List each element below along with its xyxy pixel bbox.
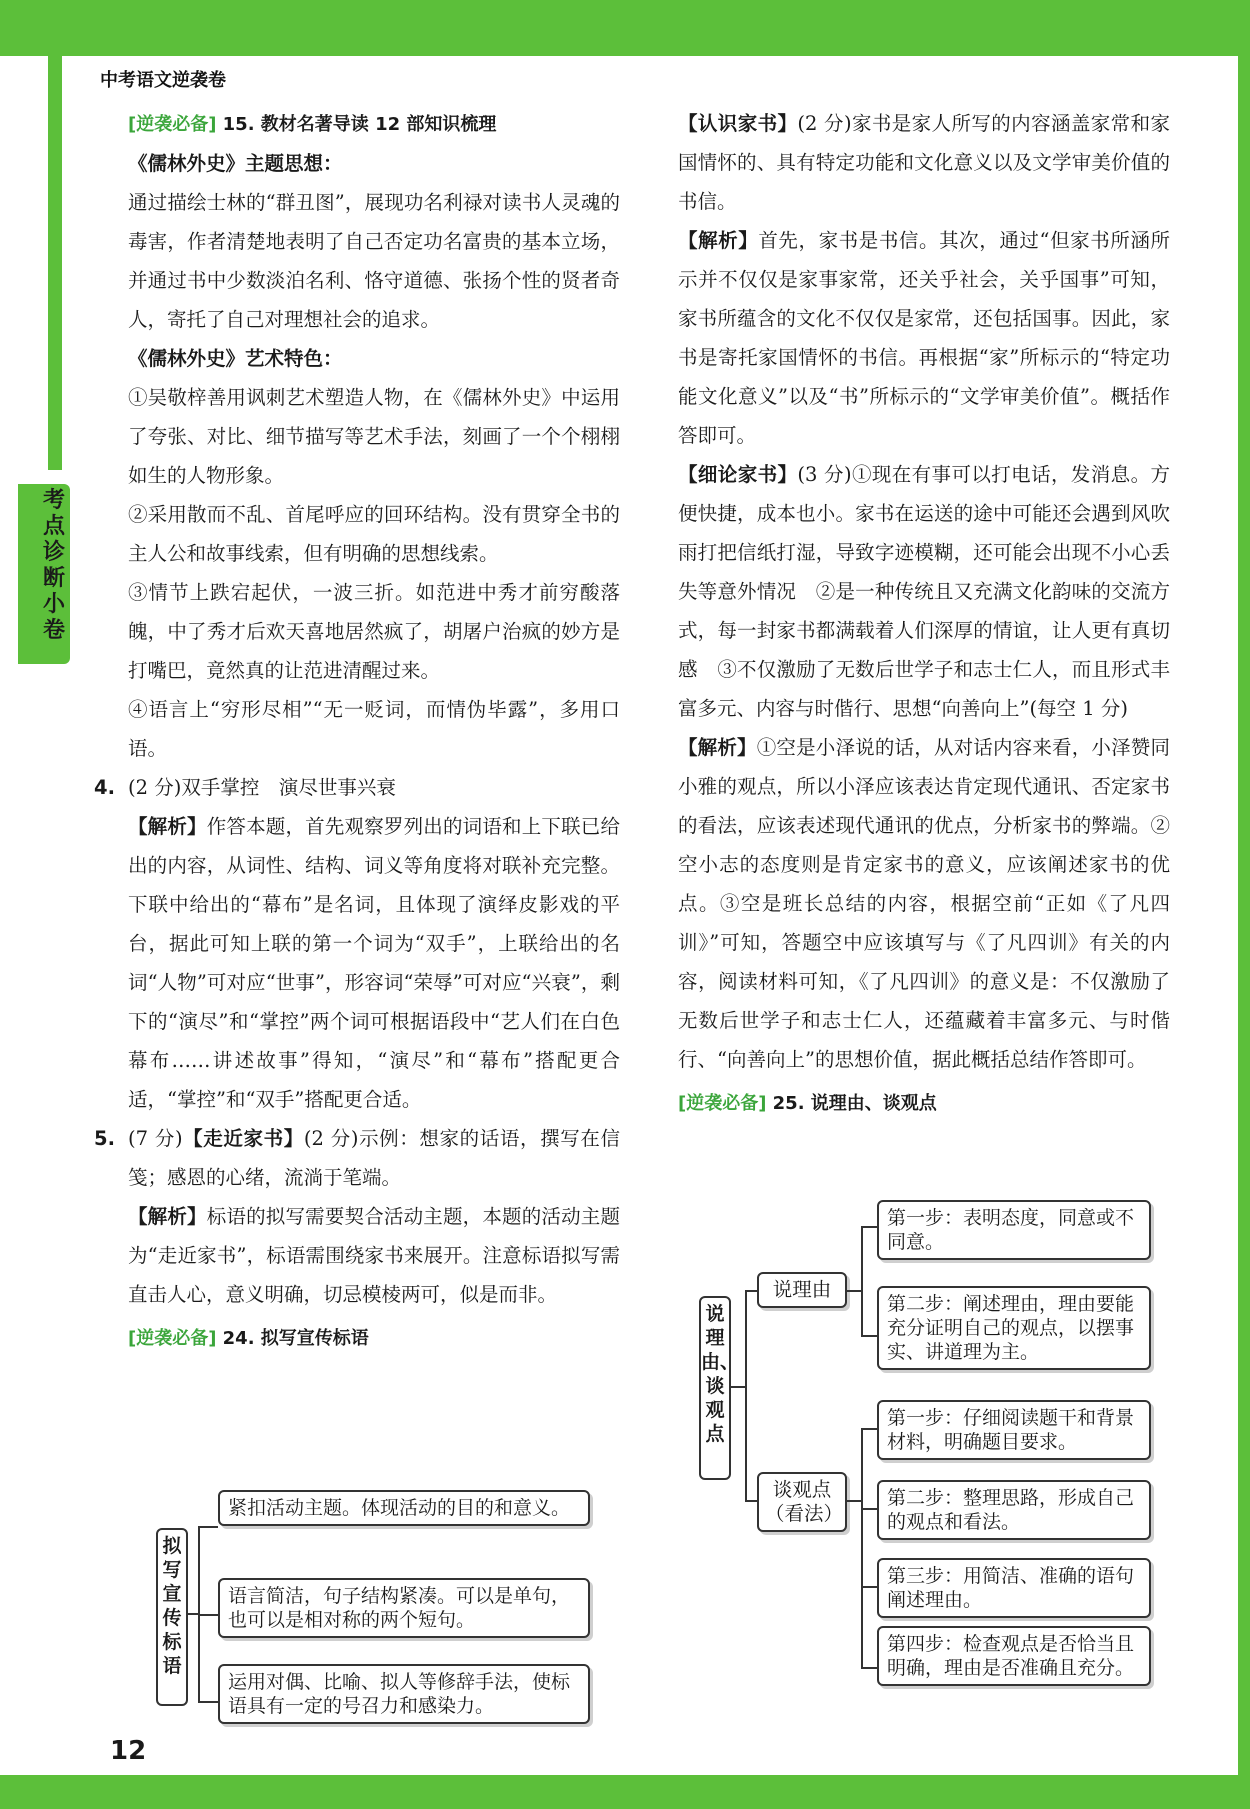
block-24-tag: [逆袭必备]: [128, 1328, 217, 1349]
block-25-heading: [678, 1083, 1170, 1123]
right-green-band: [1238, 0, 1250, 1809]
question-4-analysis-text: 作答本题，首先观察罗列出的词语和上下联已给出的内容，从词性、结构、词义等角度将对联补充完整。下联中给出的“幕布”是名词，且体现了演绎皮影戏的平台，据此可知上联的第一个词为“双手”，上联给出的名词“人物”可对应“世事”，形容词“荣辱”可对应“兴衰”，剩下的“演尽”和“掌控”两个词可根据语段中“艺人们在白色幕布……讲述故事”得知，“演尽”和“幕布”搭配更合适，“掌控”和“双手”搭配更合适。: [128, 815, 620, 1111]
question-4-answer-text: (2 分)双手掌控 演尽世事兴衰: [128, 776, 396, 799]
theme-text: 通过描绘士林的“群丑图”，展现功名利禄对读书人灵魂的毒害，作者清楚地表明了自己否定功名富贵的基本立场，并通过书中少数淡泊名利、恪守道德、张扬个性的贤者奇人，寄托了自己对理想社会的追求。: [128, 191, 620, 331]
know-analysis: [678, 221, 1170, 455]
connector: [861, 1667, 877, 1669]
block-24-title: 24. 拟写宣传标语: [222, 1328, 369, 1349]
detail-analysis-label: 【解析】: [678, 736, 757, 759]
detail-analysis-text: ①空是小泽说的话，从对话内容来看，小泽赞同小雅的观点，所以小泽应该表达肯定现代通讯、否定家书的看法，应该表述现代通讯的优点，分析家书的弊端。②空小志的态度则是肯定家书的意义，应该阐述家书的优点。③空是班长总结的内容，根据空前“正如《了凡四训》”可知，答题空中应该填写与《了凡四训》有关的内容，阅读材料可知，《了凡四训》的意义是：不仅激励了无数后世学子和志士仁人，还蕴藏着丰富多元、与时偕行、“向善向上”的思想价值，据此概括总结作答即可。: [678, 736, 1170, 1071]
connector: [861, 1586, 877, 1588]
slogan-item-3: 运用对偶、比喻、拟人等修辞手法，使标语具有一定的号召力和感染力。: [218, 1664, 590, 1724]
connector: [729, 1386, 745, 1388]
reason-step-2: 第二步：阐述理由，理由要能充分证明自己的观点，以摆事实、讲道理为主。: [877, 1286, 1151, 1370]
reason-step-1: 第一步：表明态度，同意或不同意。: [877, 1200, 1151, 1260]
block-15-title: 15. 教材名著导读 12 部知识梳理: [222, 114, 497, 135]
connector: [847, 1500, 861, 1502]
block-24-heading: [128, 1318, 620, 1358]
connector: [861, 1226, 877, 1228]
theme-heading: 《儒林外史》主题思想：: [128, 152, 343, 175]
art-point-1: ①吴敬梓善用讽刺艺术塑造人物，在《儒林外史》中运用了夸张、对比、细节描写等艺术手法，刻画了一个个栩栩如生的人物形象。: [128, 386, 620, 487]
question-5-analysis: [128, 1197, 620, 1314]
slogan-root: 拟写宣传标语: [156, 1528, 188, 1706]
know-answer-text: (2 分)家书是家人所写的内容涵盖家常和家国情怀的、具有特定功能和文化意义以及文学审美价值的书信。: [678, 112, 1170, 213]
view-step-4: 第四步：检查观点是否恰当且明确，理由是否准确且充分。: [877, 1626, 1151, 1686]
book-title: 中考语文逆袭卷: [100, 70, 226, 91]
question-5-answer: [94, 1119, 620, 1197]
question-5-analysis-text: 标语的拟写需要契合活动主题，本题的活动主题为“走近家书”，标语需围绕家书来展开。注意标语拟写需直击人心，意义明确，切忌模棱两可，似是而非。: [128, 1205, 620, 1306]
side-tab-label: 考点诊断小卷: [42, 488, 65, 643]
connector: [198, 1526, 218, 1528]
view-step-3: 第三步：用简洁、准确的语句阐述理由。: [877, 1558, 1151, 1618]
block-25-title: 25. 说理由、谈观点: [772, 1093, 937, 1114]
slogan-item-1: 紧扣活动主题。体现活动的目的和意义。: [218, 1490, 590, 1526]
branch-reason: 说理由: [757, 1272, 847, 1308]
connector: [745, 1500, 757, 1502]
block-15-heading: [128, 104, 620, 144]
detail-analysis: [678, 728, 1170, 1079]
reason-view-root: 说理由、谈观点: [699, 1296, 731, 1480]
question-4-analysis-label: 【解析】: [128, 815, 207, 838]
connector: [861, 1226, 863, 1336]
slogan-mind-map: [150, 1490, 630, 1728]
connector: [186, 1613, 198, 1615]
question-5-label: 【走近家书】: [182, 1127, 304, 1150]
connector: [861, 1508, 877, 1510]
left-column: [94, 104, 620, 1358]
question-5-number: 5.: [94, 1127, 115, 1150]
reason-view-mind-map: [697, 1200, 1157, 1712]
detail-answer: [678, 455, 1170, 728]
slogan-item-2: 语言简洁，句子结构紧凑。可以是单句，也可以是相对称的两个短句。: [218, 1578, 590, 1638]
connector: [745, 1290, 757, 1292]
detail-label: 【细论家书】: [678, 463, 798, 486]
block-15-tag: [逆袭必备]: [128, 114, 217, 135]
connector: [847, 1290, 861, 1292]
question-5-analysis-label: 【解析】: [128, 1205, 207, 1228]
top-green-band: [0, 0, 1250, 56]
page-number: 12: [110, 1736, 147, 1766]
connector: [745, 1290, 747, 1500]
block-25-tag: [逆袭必备]: [678, 1093, 767, 1114]
left-green-strip: [48, 0, 62, 470]
art-point-3: ③情节上跌宕起伏，一波三折。如范进中秀才前穷酸落魄，中了秀才后欢天喜地居然疯了，胡屠户治疯的妙方是打嘴巴，竟然真的让范进清醒过来。: [128, 581, 620, 682]
know-label: 【认识家书】: [678, 112, 798, 135]
question-4-number: 4.: [94, 776, 115, 799]
right-column: [678, 104, 1170, 1123]
know-analysis-label: 【解析】: [678, 229, 759, 252]
art-heading: 《儒林外史》艺术特色：: [128, 347, 343, 370]
connector: [861, 1335, 877, 1337]
question-4-answer: [94, 768, 620, 807]
connector: [861, 1428, 877, 1430]
question-5-answer-text: (2 分)示例：想家的话语，撰写在信笺；感恩的心绪，流淌于笔端。: [128, 1127, 620, 1189]
question-5-score: (7 分): [128, 1127, 183, 1150]
branch-view: 谈观点（看法）: [757, 1472, 847, 1532]
art-point-2: ②采用散而不乱、首尾呼应的回环结构。没有贯穿全书的主人公和故事线索，但有明确的思想线索。: [128, 503, 620, 565]
connector: [198, 1614, 218, 1616]
connector: [198, 1701, 218, 1703]
detail-answer-text: (3 分)①现在有事可以打电话，发消息。方便快捷，成本也小。家书在运送的途中可能还会遇到风吹雨打把信纸打湿，导致字迹模糊，还可能会出现不小心丢失等意外情况 ②是一种传统且又充满文化韵味的交流方式，每一封家书都满载着人们深厚的情谊，让人更有真切感 ③不仅激励了无数后世学子和志士仁人，而且形式丰富多元、内容与时偕行、思想“向善向上”(每空 1 分): [678, 463, 1170, 720]
art-point-4: ④语言上“穷形尽相”“无一贬词，而情伪毕露”，多用口语。: [128, 698, 620, 760]
bottom-green-band: [0, 1775, 1250, 1809]
know-answer: [678, 104, 1170, 221]
connector: [861, 1428, 863, 1668]
question-4-analysis: [128, 807, 620, 1119]
know-analysis-text: 首先，家书是书信。其次，通过“但家书所涵所示并不仅仅是家事家常，还关乎社会，关乎国事”可知，家书所蕴含的文化不仅仅是家常，还包括国事。因此，家书是寄托家国情怀的书信。再根据“家”所标示的“特定功能文化意义”以及“书”所标示的“文学审美价值”。概括作答即可。: [678, 229, 1170, 447]
view-step-1: 第一步：仔细阅读题干和背景材料，明确题目要求。: [877, 1400, 1151, 1460]
view-step-2: 第二步：整理思路，形成自己的观点和看法。: [877, 1480, 1151, 1540]
